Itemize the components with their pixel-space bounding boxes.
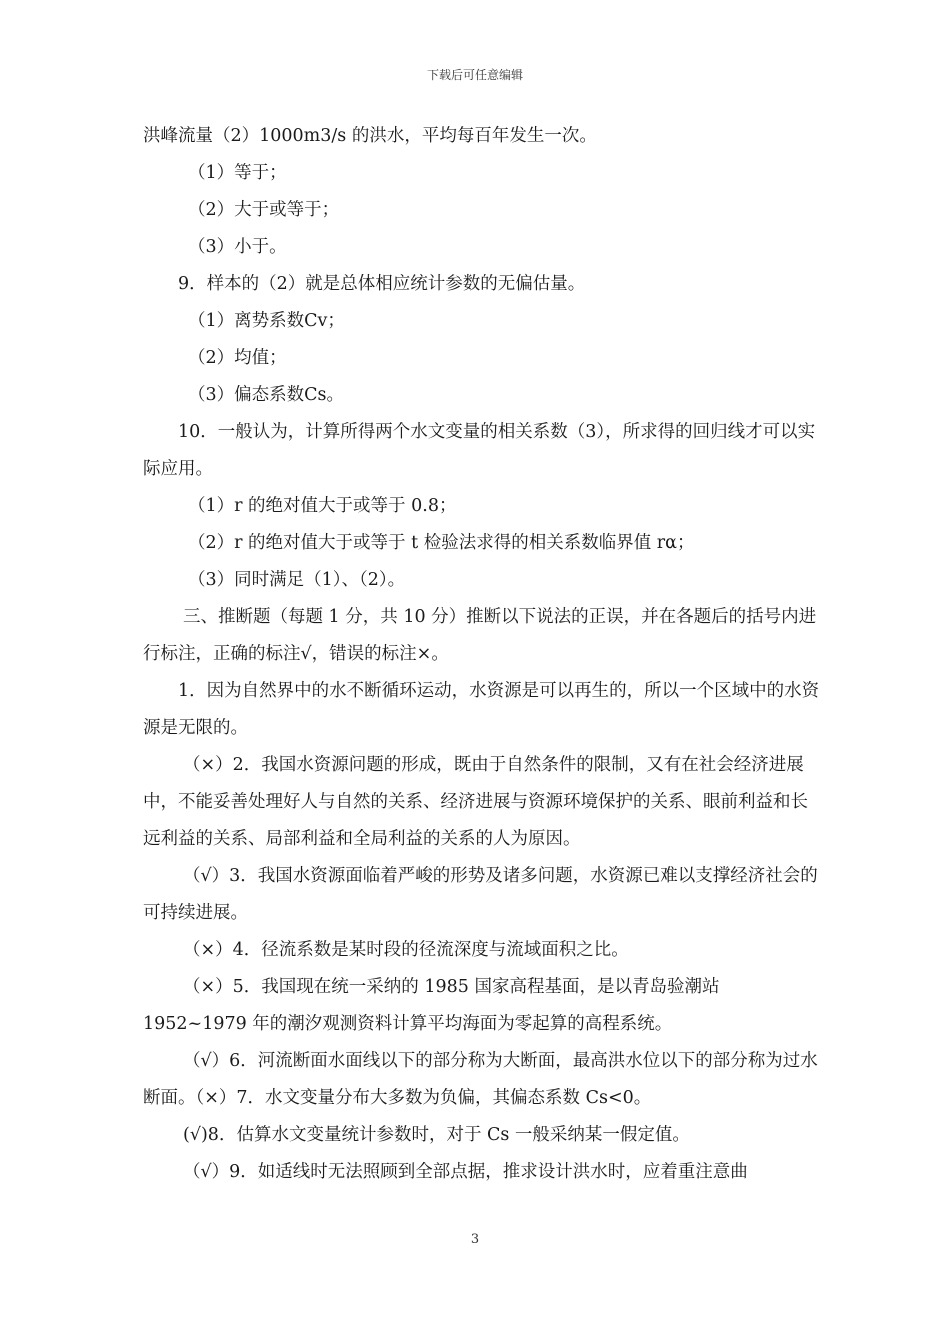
paragraph: （1）r 的绝对值大于或等于 0.8； [188, 496, 457, 516]
paragraph: （×）4．径流系数是某时段的径流深度与流域面积之比。 [183, 940, 629, 960]
paragraph: （2）大于或等于； [188, 200, 340, 220]
paragraph: （√）9．如适线时无法照顾到全部点据，推求设计洪水时，应着重注意曲 [183, 1162, 748, 1182]
paragraph: （1）等于； [188, 163, 287, 183]
paragraph: （×）5．我国现在统一采纳的 1985 国家高程基面，是以青岛验潮站 1952~1979 年的潮汐观测资料计算平均海面为零起算的高程系统。 [143, 977, 720, 1034]
paragraph: 三、推断题（每题 1 分，共 10 分）推断以下说法的正误，并在各题后的括号内进行标注，正确的标注√，错误的标注×。 [143, 607, 817, 664]
document-body [143, 118, 820, 1191]
paragraph: 9．样本的（2）就是总体相应统计参数的无偏估量。 [178, 274, 586, 294]
paragraph: （3）偏态系数Cs。 [188, 385, 345, 405]
page-header: 下载后可任意编辑 [426, 68, 523, 82]
paragraph: 1．因为自然界中的水不断循环运动，水资源是可以再生的，所以一个区域中的水资源是无限的。 [143, 681, 820, 738]
paragraph: （2）r 的绝对值大于或等于 t 检验法求得的相关系数临界值 rα； [188, 533, 695, 553]
paragraph: （1）离势系数Cv； [188, 311, 345, 331]
paragraph: （2）均值； [188, 348, 287, 368]
paragraph: （√）6．河流断面水面线以下的部分称为大断面，最高洪水位以下的部分称为过水断面。（×）7．水文变量分布大多数为负偏，其偏态系数 Cs<0。 [143, 1051, 818, 1108]
paragraph: (√)8．估算水文变量统计参数时，对于 Cs 一般采纳某一假定值。 [183, 1125, 690, 1145]
paragraph: 洪峰流量（2）1000m3/s 的洪水，平均每百年发生一次。 [143, 126, 597, 146]
paragraph: （3）小于。 [188, 237, 287, 257]
paragraph: （3）同时满足（1）、（2）。 [188, 570, 406, 590]
paragraph: 10．一般认为，计算所得两个水文变量的相关系数（3），所求得的回归线才可以实际应用。 [143, 422, 816, 479]
paragraph: （√）3．我国水资源面临着严峻的形势及诸多问题，水资源已难以支撑经济社会的可持续进展。 [143, 866, 818, 923]
paragraph: （×）2．我国水资源问题的形成，既由于自然条件的限制，又有在社会经济进展中，不能妥善处理好人与自然的关系、经济进展与资源环境保护的关系、眼前利益和长远利益的关系、局部利益和全局利益的关系的人为原因。 [143, 755, 808, 849]
page-number: 3 [470, 1232, 480, 1247]
